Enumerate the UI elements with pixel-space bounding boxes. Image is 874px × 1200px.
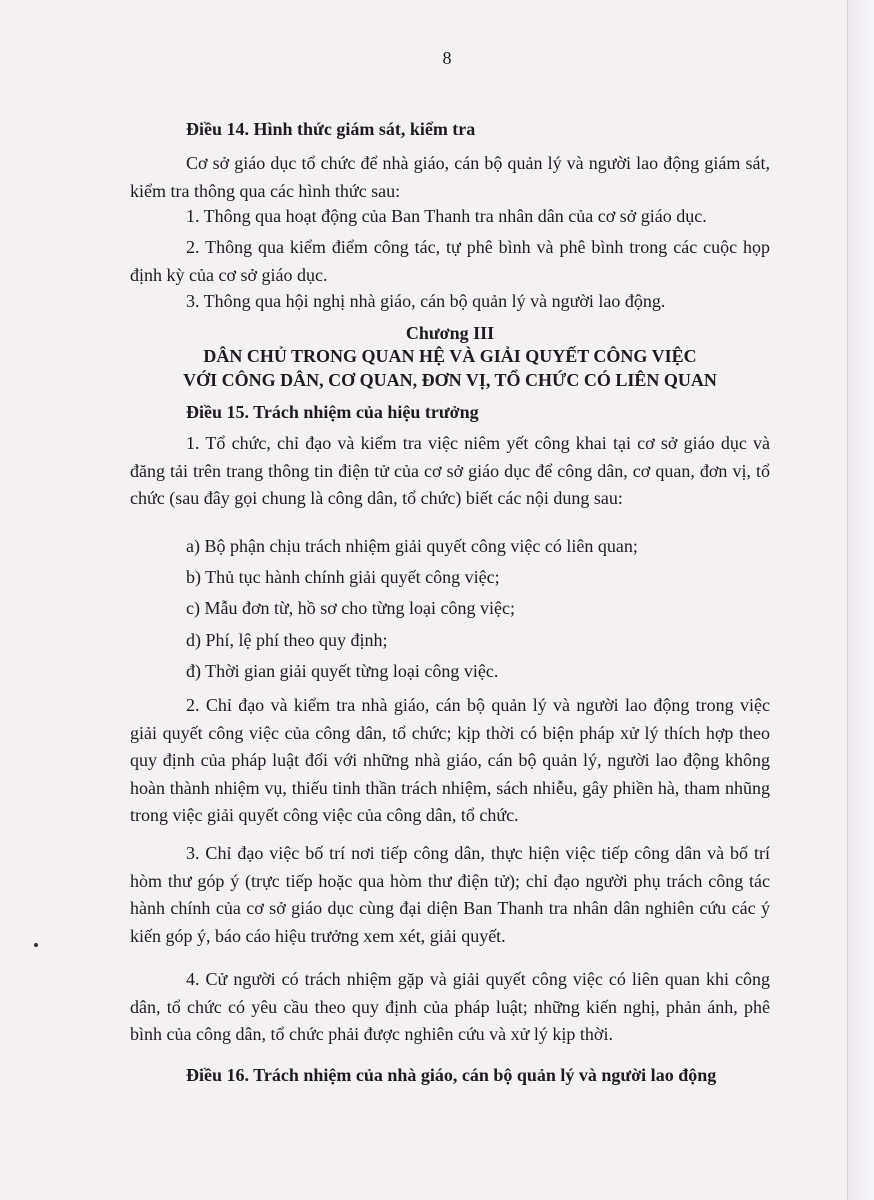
article-14-intro: Cơ sở giáo dục tổ chức để nhà giáo, cán bộ quản lý và người lao động giám sát, kiểm tra thông qua các hình thức sau: [130, 153, 770, 201]
article-15-para-2: 2. Chỉ đạo và kiểm tra nhà giáo, cán bộ quản lý và người lao động trong việc giải quyết công việc của công dân, tổ chức; kịp thời có biện pháp xử lý thích hợp theo quy định của pháp luật đối với những nhà giáo, cán bộ quản lý, người lao động không hoàn thành nhiệm vụ, thiếu tinh thần trách nhiệm, sách nhiễu, gây phiền hà, tham nhũng trong việc giải quyết công việc của công dân, tổ chức. [130, 695, 770, 825]
scan-speck [34, 943, 38, 947]
page-edge [847, 0, 874, 1200]
article-15-heading: Điều 15. Trách nhiệm của hiệu trưởng [186, 402, 479, 422]
chapter-title-line-2: VỚI CÔNG DÂN, CƠ QUAN, ĐƠN VỊ, TỔ CHỨC CÓ LIÊN QUAN [183, 370, 717, 390]
article-14-item-1: 1. Thông qua hoạt động của Ban Thanh tra nhân dân của cơ sở giáo dục. [186, 206, 707, 226]
page-number: 8 [442, 48, 452, 68]
article-15-list-item: đ) Thời gian giải quyết từng loại công việc. [186, 661, 499, 681]
article-15-para-1: 1. Tổ chức, chỉ đạo và kiểm tra việc niêm yết công khai tại cơ sở giáo dục và đăng tải trên trang thông tin điện tử của cơ sở giáo dục để công dân, cơ quan, đơn vị, tổ chức (sau đây gọi chung là công dân, tổ chức) biết các nội dung sau: [130, 433, 770, 508]
article-15-list-item: a) Bộ phận chịu trách nhiệm giải quyết công việc có liên quan; [186, 536, 638, 556]
article-14-item-2: 2. Thông qua kiểm điểm công tác, tự phê bình và phê bình trong các cuộc họp định kỳ của cơ sở giáo dục. [130, 237, 770, 285]
article-15-para-3: 3. Chỉ đạo việc bố trí nơi tiếp công dân, thực hiện việc tiếp công dân và bố trí hòm thư góp ý (trực tiếp hoặc qua hòm thư điện tử); chỉ đạo người phụ trách công tác hành chính của cơ sở giáo dục cùng đại diện Ban Thanh tra nhân dân nghiên cứu các ý kiến góp ý, báo cáo hiệu trưởng xem xét, giải quyết. [130, 843, 770, 946]
article-14-item-3: 3. Thông qua hội nghị nhà giáo, cán bộ quản lý và người lao động. [186, 291, 666, 311]
article-15-para-4: 4. Cử người có trách nhiệm gặp và giải quyết công việc có liên quan khi công dân, tổ chức có yêu cầu theo quy định của pháp luật; những kiến nghị, phản ánh, phê bình của công dân, tổ chức phải được nghiên cứu và xử lý kịp thời. [130, 969, 770, 1044]
chapter-title-line-1: DÂN CHỦ TRONG QUAN HỆ VÀ GIẢI QUYẾT CÔNG VIỆC [203, 346, 697, 366]
article-15-list-item: c) Mẫu đơn từ, hồ sơ cho từng loại công việc; [186, 598, 515, 618]
article-16-heading: Điều 16. Trách nhiệm của nhà giáo, cán bộ quản lý và người lao động [186, 1065, 717, 1085]
article-14-heading: Điều 14. Hình thức giám sát, kiểm tra [186, 119, 476, 139]
article-15-list-item: b) Thủ tục hành chính giải quyết công việc; [186, 567, 500, 587]
chapter-number: Chương III [405, 323, 495, 343]
article-15-list-item: d) Phí, lệ phí theo quy định; [186, 630, 388, 650]
